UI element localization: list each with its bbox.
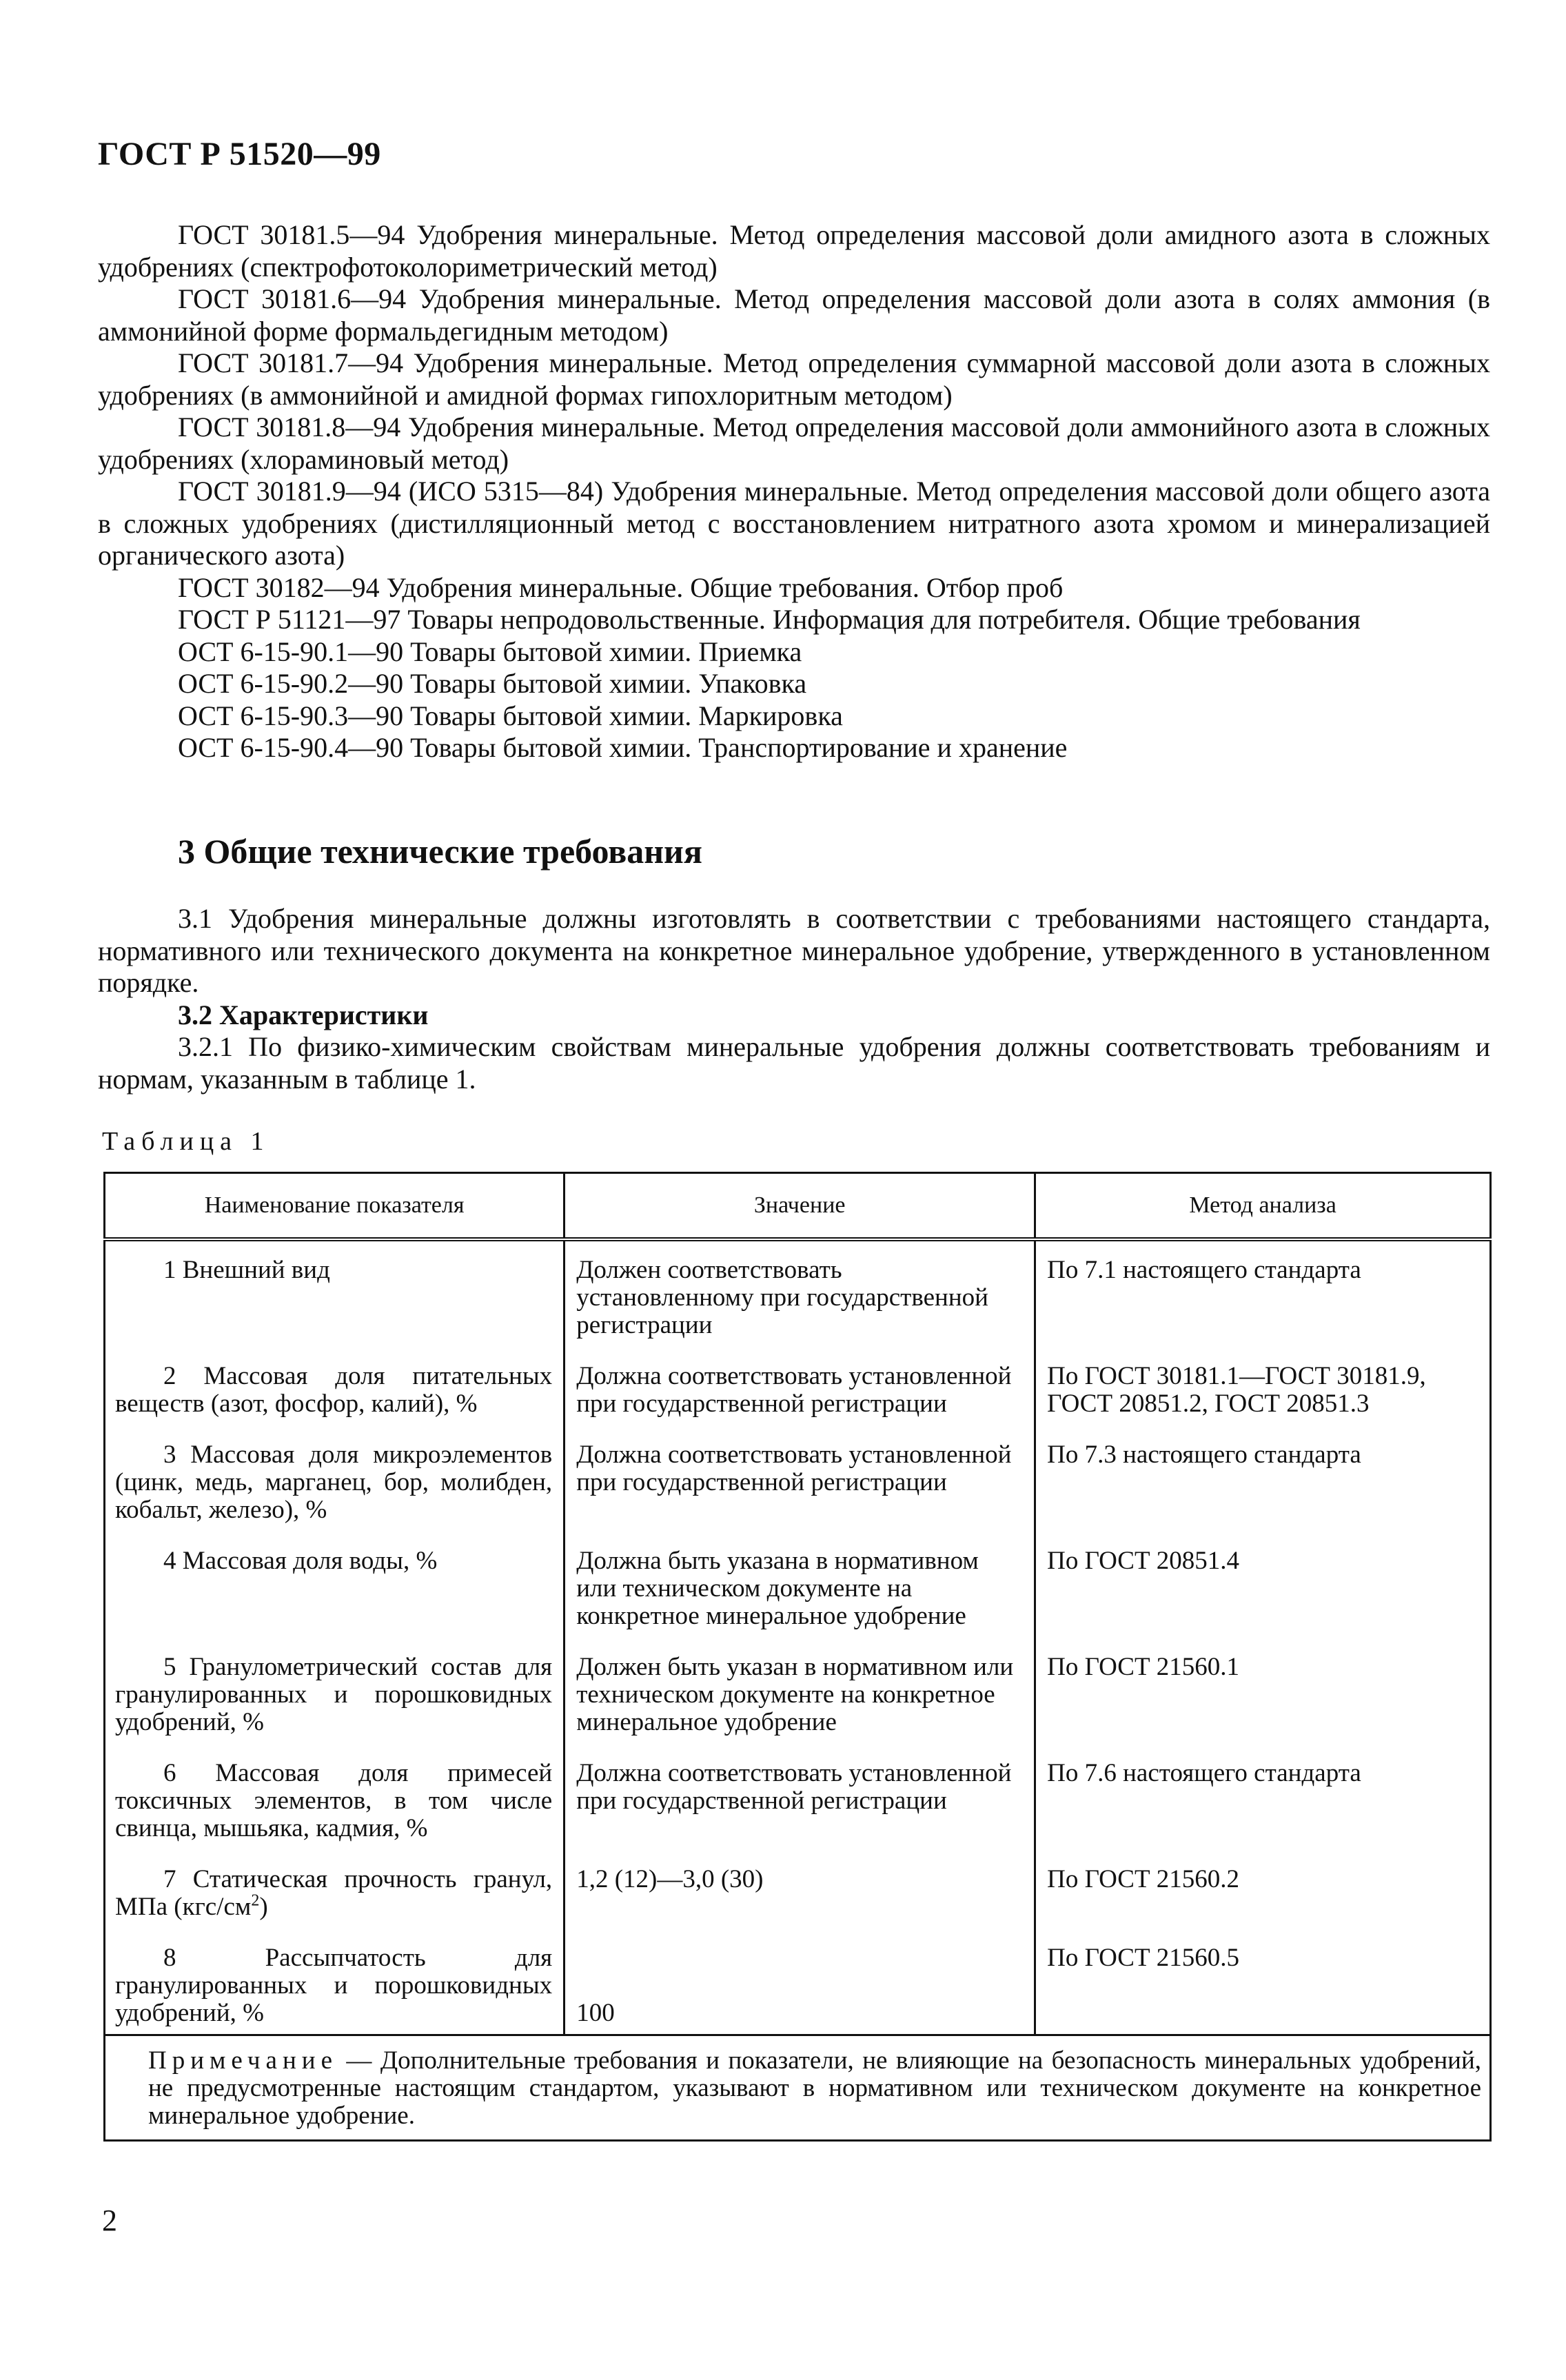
document-header: ГОСТ Р 51520—99 <box>98 136 381 172</box>
value-cell: 100 <box>565 1944 1035 2035</box>
method-cell: По ГОСТ 30181.1—ГОСТ 30181.9, ГОСТ 20851.2, ГОСТ 20851.3 <box>1035 1363 1491 1441</box>
value-cell: Должна быть указана в нормативном или техническом документе на конкретное минеральное удобрение <box>565 1547 1035 1654</box>
indicator-text-end: ) <box>259 1893 268 1921</box>
value-cell: Должен быть указан в нормативном или техническом документе на конкретное минеральное удобрение <box>565 1654 1035 1760</box>
subsection-heading-3-2: 3.2 Характеристики <box>178 999 429 1030</box>
table-row <box>105 1441 1491 1547</box>
table-row <box>105 1944 1491 2035</box>
value-cell: Должна соответствовать установленной при государственной регистрации <box>565 1363 1035 1441</box>
reference-item: ОСТ 6-15-90.1—90 Товары бытовой химии. Приемка <box>178 635 802 667</box>
table-row <box>105 1654 1491 1760</box>
reference-item: ОСТ 6-15-90.3—90 Товары бытовой химии. Маркировка <box>178 700 843 731</box>
method-cell: По ГОСТ 21560.1 <box>1035 1654 1491 1760</box>
indicator-cell: 3 Массовая доля микроэлементов (цинк, медь, марганец, бор, молибден, кобальт, железо), % <box>105 1441 565 1547</box>
note-text: — Дополнительные требования и показатели, не влияющие на безопасность минеральных удобрений, не предусмотренные настоящим стандартом, указывают в нормативном или техническом документе на конкретное минеральное удобрение. <box>148 2046 1481 2130</box>
indicator-cell <box>105 1866 565 1944</box>
reference-item: ГОСТ 30182—94 Удобрения минеральные. Общие требования. Отбор проб <box>178 571 1064 603</box>
note-label: Примечание <box>148 2046 338 2075</box>
column-header-method: Метод анализа <box>1035 1173 1491 1240</box>
table-header-row <box>105 1173 1491 1240</box>
method-cell: По ГОСТ 21560.5 <box>1035 1944 1491 2035</box>
table-row <box>105 1866 1491 1944</box>
reference-item: ОСТ 6-15-90.4—90 Товары бытовой химии. Транспортирование и хранение <box>178 732 1068 763</box>
method-cell: По 7.1 настоящего стандарта <box>1035 1239 1491 1363</box>
table-note <box>105 2035 1491 2141</box>
reference-item: ОСТ 6-15-90.2—90 Товары бытовой химии. Упаковка <box>178 668 807 699</box>
indicator-cell: 2 Массовая доля питательных веществ (азот, фосфор, калий), % <box>105 1363 565 1441</box>
paragraph-3-1: 3.1 Удобрения минеральные должны изготовлять в соответствии с требованиями настоящего стандарта, нормативного или технического документа на конкретное минеральное удобрение, утвержденного в установленном порядке. <box>98 903 1490 998</box>
reference-item: ГОСТ 30181.9—94 (ИСО 5315—84) Удобрения минеральные. Метод определения массовой доли общего азота в сложных удобрениях (дистилляционный метод с восстановлением нитратного азота хромом и минерализацией органического азота) <box>98 476 1490 571</box>
column-header-indicator: Наименование показателя <box>105 1173 565 1240</box>
method-cell: По 7.3 настоящего стандарта <box>1035 1441 1491 1547</box>
value-cell: Должна соответствовать установленной при государственной регистрации <box>565 1760 1035 1866</box>
table-row <box>105 1239 1491 1363</box>
indicator-cell: 4 Массовая доля воды, % <box>105 1547 565 1654</box>
page-number: 2 <box>102 2204 117 2237</box>
superscript-exponent: 2 <box>251 1891 260 1910</box>
reference-item: ГОСТ 30181.5—94 Удобрения минеральные. Метод определения массовой доли амидного азота в сложных удобрениях (спектрофотоколориметрический метод) <box>98 219 1490 283</box>
indicator-cell: 8 Рассыпчатость для гранулированных и порошковидных удобрений, % <box>105 1944 565 2035</box>
indicator-cell: 6 Массовая доля примесей токсичных элементов, в том числе свинца, мышьяка, кадмия, % <box>105 1760 565 1866</box>
table-row <box>105 1547 1491 1654</box>
table-caption: Таблица 1 <box>102 1127 270 1156</box>
indicator-cell: 1 Внешний вид <box>105 1239 565 1363</box>
reference-item: ГОСТ 30181.7—94 Удобрения минеральные. Метод определения суммарной массовой доли азота в сложных удобрениях (в аммонийной и амидной формах гипохлоритным методом) <box>98 347 1490 411</box>
method-cell: По 7.6 настоящего стандарта <box>1035 1760 1491 1866</box>
section-body <box>98 903 1490 1095</box>
indicator-cell: 5 Гранулометрический состав для гранулированных и порошковидных удобрений, % <box>105 1654 565 1760</box>
normative-references <box>98 219 1490 764</box>
table-row <box>105 1760 1491 1866</box>
value-cell: 1,2 (12)—3,0 (30) <box>565 1866 1035 1944</box>
method-cell: По ГОСТ 21560.2 <box>1035 1866 1491 1944</box>
paragraph-3-2-1: 3.2.1 По физико-химическим свойствам минеральные удобрения должны соответствовать требованиям и нормам, указанным в таблице 1. <box>98 1031 1490 1095</box>
value-cell: Должен соответствовать установленному при государственной регистрации <box>565 1239 1035 1363</box>
table-row <box>105 1363 1491 1441</box>
reference-item: ГОСТ 30181.6—94 Удобрения минеральные. Метод определения массовой доли азота в солях аммония (в аммонийной форме формальдегидным методом) <box>98 283 1490 347</box>
reference-item: ГОСТ Р 51121—97 Товары непродовольственные. Информация для потребителя. Общие требования <box>178 604 1361 635</box>
indicator-text: 7 Статическая прочность гранул, МПа (кгс/см <box>115 1865 553 1921</box>
value-cell: Должна соответствовать установленной при государственной регистрации <box>565 1441 1035 1547</box>
requirements-table <box>103 1172 1492 2142</box>
method-cell: По ГОСТ 20851.4 <box>1035 1547 1491 1654</box>
section-heading: 3 Общие технические требования <box>178 832 702 871</box>
reference-item: ГОСТ 30181.8—94 Удобрения минеральные. Метод определения массовой доли аммонийного азота в сложных удобрениях (хлораминовый метод) <box>98 411 1490 475</box>
column-header-value: Значение <box>565 1173 1035 1240</box>
table-note-row <box>105 2035 1491 2141</box>
